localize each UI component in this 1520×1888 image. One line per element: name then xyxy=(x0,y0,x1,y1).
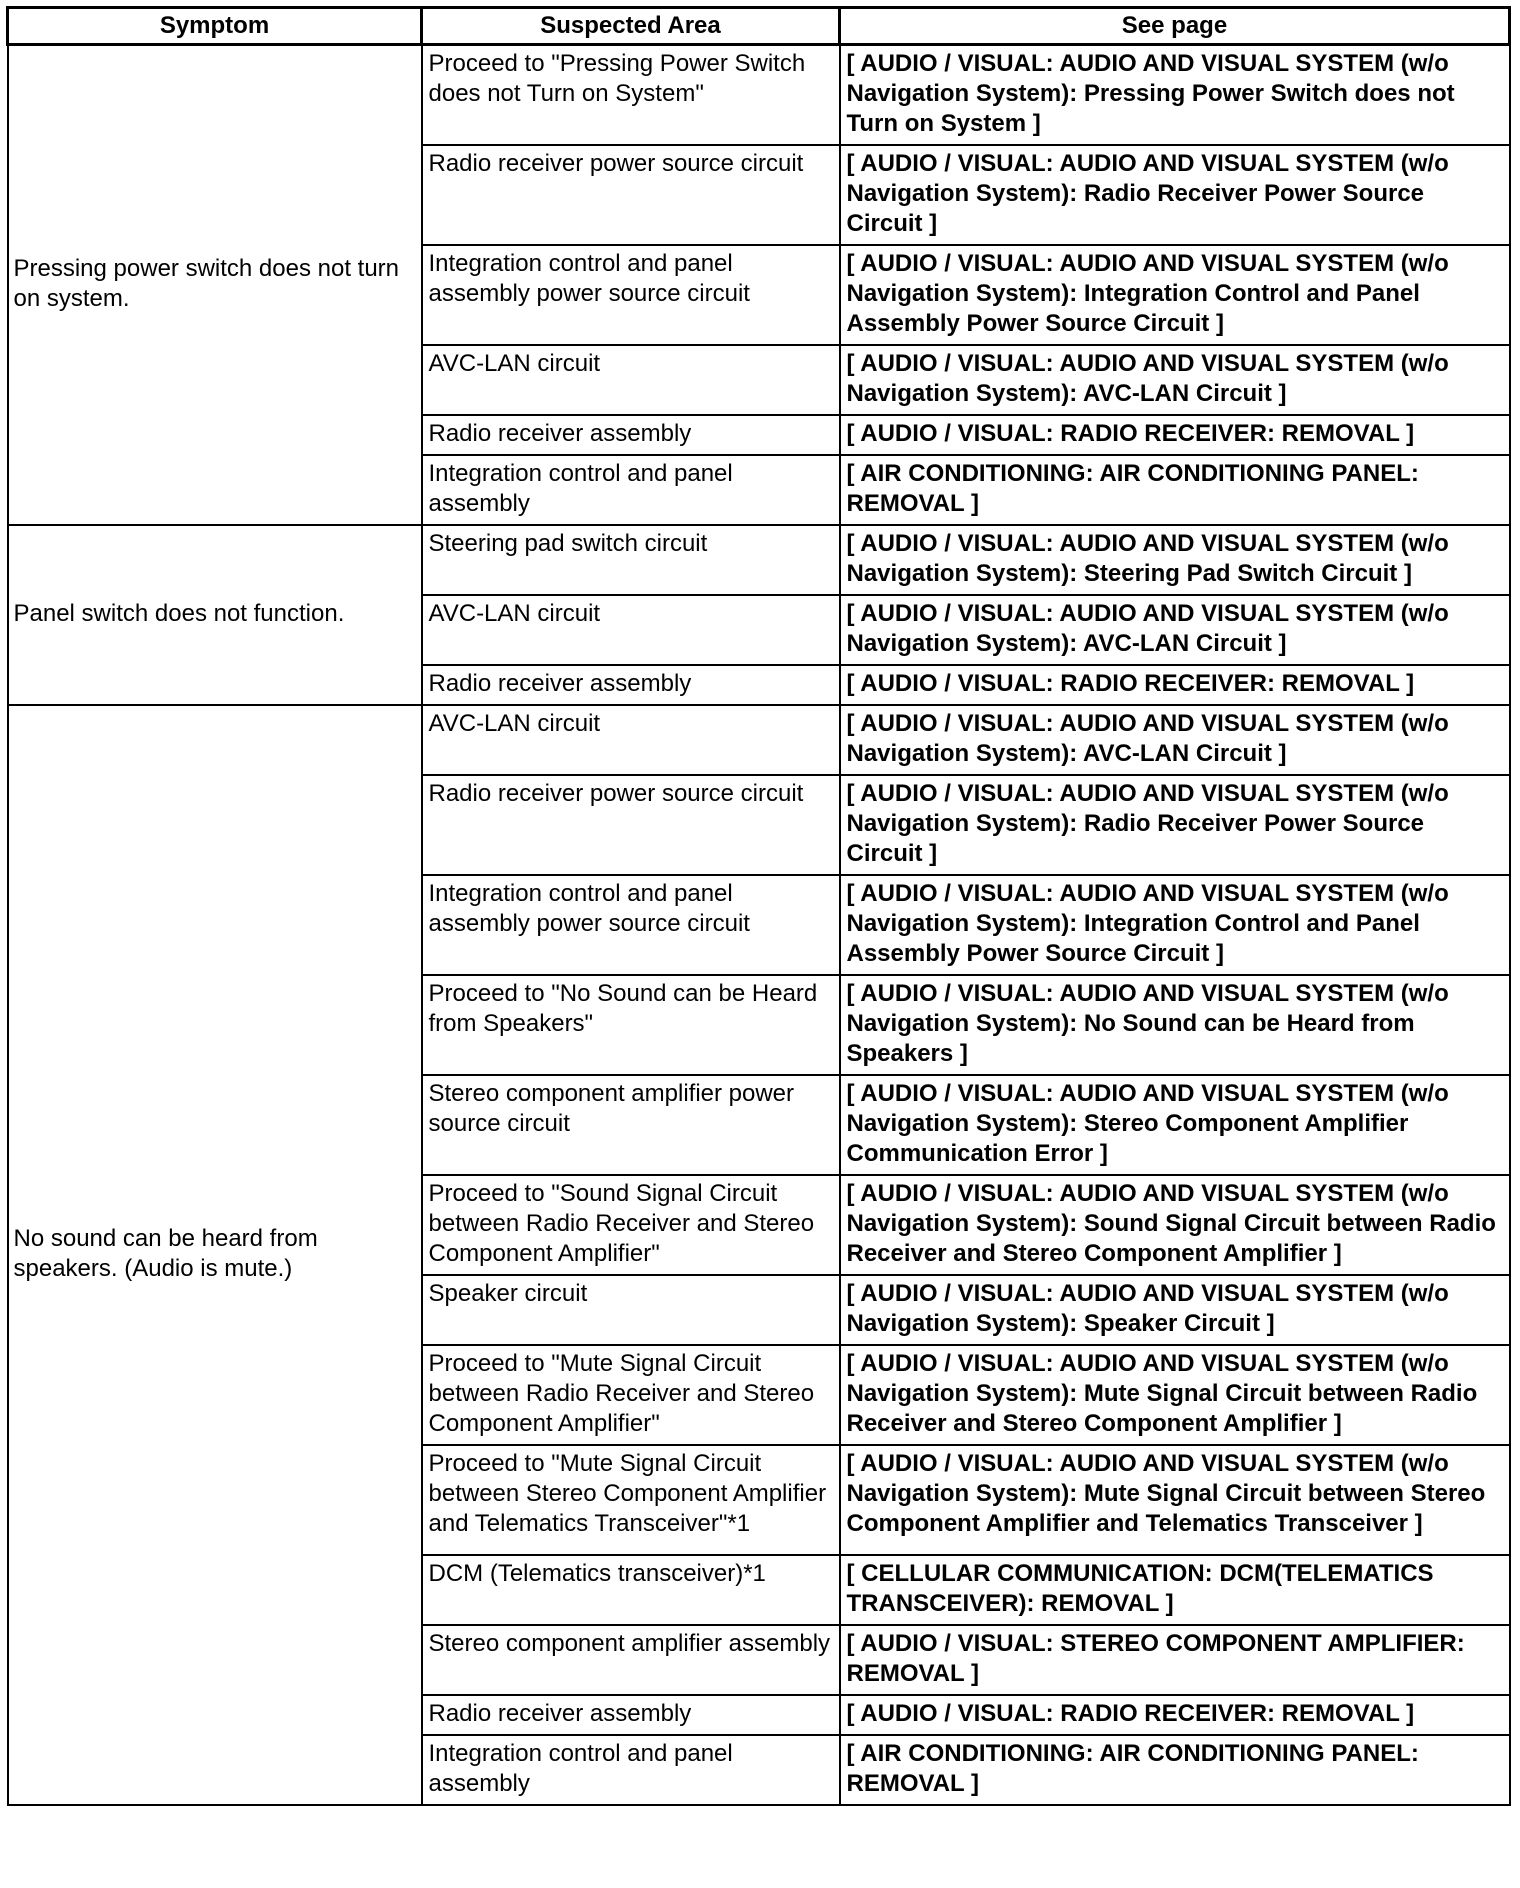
see-page-cell: [ AUDIO / VISUAL: RADIO RECEIVER: REMOVAL ] xyxy=(840,415,1510,455)
see-page-cell: [ AUDIO / VISUAL: AUDIO AND VISUAL SYSTEM (w/o Navigation System): Speaker Circuit ] xyxy=(840,1275,1510,1345)
see-page-cell: [ AUDIO / VISUAL: RADIO RECEIVER: REMOVAL ] xyxy=(840,1695,1510,1735)
see-page-cell: [ AUDIO / VISUAL: AUDIO AND VISUAL SYSTEM (w/o Navigation System): Stereo Component Amplifier Communication Error ] xyxy=(840,1075,1510,1175)
suspected-area-cell: Stereo component amplifier assembly xyxy=(422,1625,840,1695)
header-suspected-area: Suspected Area xyxy=(422,8,840,45)
suspected-area-cell: Proceed to "No Sound can be Heard from Speakers" xyxy=(422,975,840,1075)
symptom-cell: Pressing power switch does not turn on system. xyxy=(8,45,422,526)
suspected-area-cell: Integration control and panel assembly power source circuit xyxy=(422,245,840,345)
suspected-area-cell: Stereo component amplifier power source circuit xyxy=(422,1075,840,1175)
suspected-area-cell: Integration control and panel assembly power source circuit xyxy=(422,875,840,975)
header-row xyxy=(8,8,1510,45)
suspected-area-cell: Radio receiver assembly xyxy=(422,665,840,705)
suspected-area-cell: AVC-LAN circuit xyxy=(422,705,840,775)
table-row xyxy=(8,45,1510,146)
see-page-cell: [ AUDIO / VISUAL: AUDIO AND VISUAL SYSTEM (w/o Navigation System): AVC-LAN Circuit ] xyxy=(840,345,1510,415)
suspected-area-cell: Integration control and panel assembly xyxy=(422,1735,840,1805)
suspected-area-cell: AVC-LAN circuit xyxy=(422,345,840,415)
problem-symptoms-table xyxy=(6,6,1511,1806)
see-page-cell: [ AIR CONDITIONING: AIR CONDITIONING PANEL: REMOVAL ] xyxy=(840,455,1510,525)
troubleshooting-page xyxy=(6,6,1508,1882)
suspected-area-cell: Steering pad switch circuit xyxy=(422,525,840,595)
see-page-cell: [ AUDIO / VISUAL: AUDIO AND VISUAL SYSTEM (w/o Navigation System): AVC-LAN Circuit ] xyxy=(840,705,1510,775)
suspected-area-cell: Proceed to "Mute Signal Circuit between Stereo Component Amplifier and Telematics Transceiver"*1 xyxy=(422,1445,840,1555)
see-page-cell: [ AUDIO / VISUAL: AUDIO AND VISUAL SYSTEM (w/o Navigation System): Radio Receiver Power Source Circuit ] xyxy=(840,775,1510,875)
see-page-cell: [ AUDIO / VISUAL: AUDIO AND VISUAL SYSTEM (w/o Navigation System): Steering Pad Switch Circuit ] xyxy=(840,525,1510,595)
symptom-cell: No sound can be heard from speakers. (Audio is mute.) xyxy=(8,705,422,1805)
suspected-area-cell: Integration control and panel assembly xyxy=(422,455,840,525)
see-page-cell: [ CELLULAR COMMUNICATION: DCM(TELEMATICS TRANSCEIVER): REMOVAL ] xyxy=(840,1555,1510,1625)
see-page-cell: [ AUDIO / VISUAL: AUDIO AND VISUAL SYSTEM (w/o Navigation System): AVC-LAN Circuit ] xyxy=(840,595,1510,665)
table-row xyxy=(8,525,1510,595)
see-page-cell: [ AUDIO / VISUAL: AUDIO AND VISUAL SYSTEM (w/o Navigation System): Mute Signal Circuit between Radio Receiver and Stereo Component Amplifier ] xyxy=(840,1345,1510,1445)
header-see-page: See page xyxy=(840,8,1510,45)
suspected-area-cell: Proceed to "Sound Signal Circuit between Radio Receiver and Stereo Component Amplifier" xyxy=(422,1175,840,1275)
suspected-area-cell: AVC-LAN circuit xyxy=(422,595,840,665)
see-page-cell: [ AUDIO / VISUAL: AUDIO AND VISUAL SYSTEM (w/o Navigation System): No Sound can be Heard from Speakers ] xyxy=(840,975,1510,1075)
header-symptom: Symptom xyxy=(8,8,422,45)
suspected-area-cell: Radio receiver assembly xyxy=(422,415,840,455)
see-page-cell: [ AUDIO / VISUAL: AUDIO AND VISUAL SYSTEM (w/o Navigation System): Radio Receiver Power Source Circuit ] xyxy=(840,145,1510,245)
suspected-area-cell: Proceed to "Mute Signal Circuit between Radio Receiver and Stereo Component Amplifier" xyxy=(422,1345,840,1445)
see-page-cell: [ AUDIO / VISUAL: AUDIO AND VISUAL SYSTEM (w/o Navigation System): Integration Control and Panel Assembly Power Source Circuit ] xyxy=(840,245,1510,345)
see-page-cell: [ AUDIO / VISUAL: AUDIO AND VISUAL SYSTEM (w/o Navigation System): Pressing Power Switch does not Turn on System ] xyxy=(840,45,1510,146)
see-page-cell: [ AIR CONDITIONING: AIR CONDITIONING PANEL: REMOVAL ] xyxy=(840,1735,1510,1805)
suspected-area-cell: Proceed to "Pressing Power Switch does not Turn on System" xyxy=(422,45,840,146)
suspected-area-cell: Radio receiver assembly xyxy=(422,1695,840,1735)
see-page-cell: [ AUDIO / VISUAL: STEREO COMPONENT AMPLIFIER: REMOVAL ] xyxy=(840,1625,1510,1695)
symptom-cell: Panel switch does not function. xyxy=(8,525,422,705)
suspected-area-cell: Radio receiver power source circuit xyxy=(422,145,840,245)
see-page-cell: [ AUDIO / VISUAL: AUDIO AND VISUAL SYSTEM (w/o Navigation System): Mute Signal Circuit between Stereo Component Amplifier and Telematics Transceiver ] xyxy=(840,1445,1510,1555)
see-page-cell: [ AUDIO / VISUAL: AUDIO AND VISUAL SYSTEM (w/o Navigation System): Sound Signal Circuit between Radio Receiver and Stereo Component Amplifier ] xyxy=(840,1175,1510,1275)
table-row xyxy=(8,705,1510,775)
suspected-area-cell: Radio receiver power source circuit xyxy=(422,775,840,875)
suspected-area-cell: Speaker circuit xyxy=(422,1275,840,1345)
see-page-cell: [ AUDIO / VISUAL: RADIO RECEIVER: REMOVAL ] xyxy=(840,665,1510,705)
see-page-cell: [ AUDIO / VISUAL: AUDIO AND VISUAL SYSTEM (w/o Navigation System): Integration Control and Panel Assembly Power Source Circuit ] xyxy=(840,875,1510,975)
suspected-area-cell: DCM (Telematics transceiver)*1 xyxy=(422,1555,840,1625)
